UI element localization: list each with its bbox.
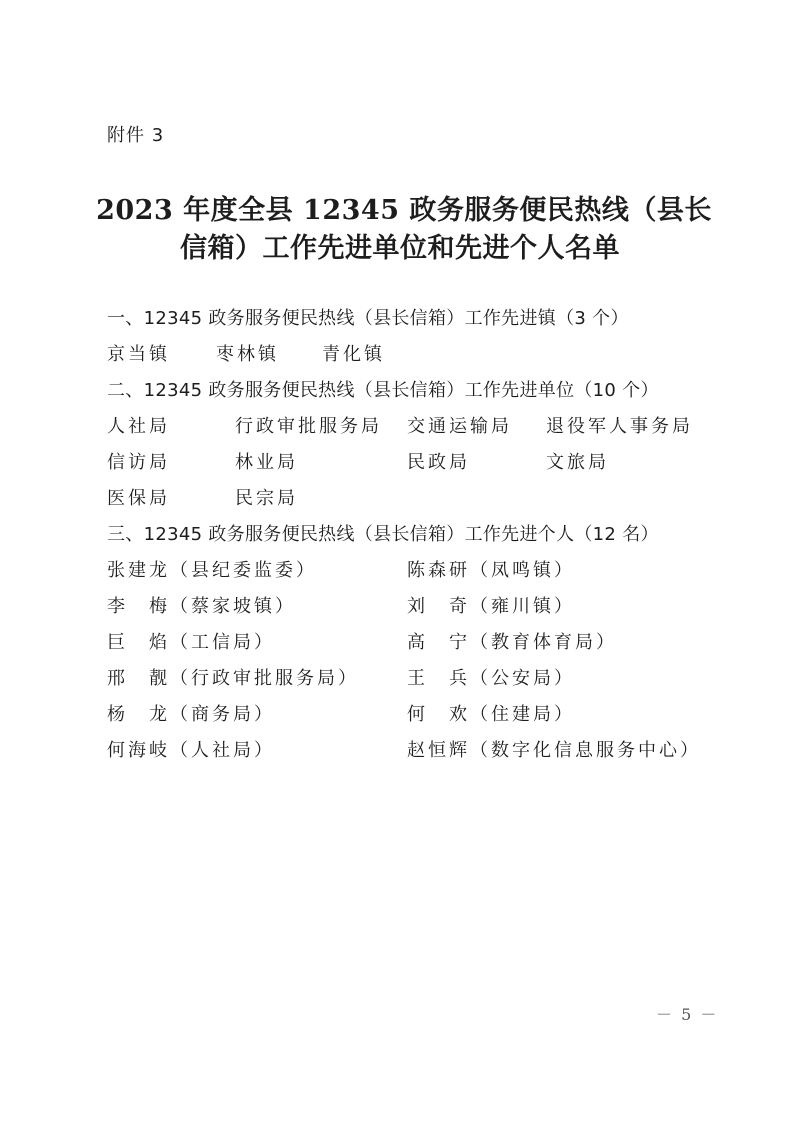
- person-item: 李 梅（蔡家坡镇）: [107, 596, 296, 617]
- document-title-line-1: 2023 年度全县 12345 政务服务便民热线（县长: [96, 195, 712, 226]
- unit-item: 退役军人事务局: [546, 416, 693, 437]
- unit-item: 文旅局: [546, 452, 609, 473]
- unit-item: 行政审批服务局: [235, 416, 382, 437]
- unit-item: 林业局: [235, 452, 298, 473]
- person-item: 邢 靓（行政审批服务局）: [107, 668, 359, 689]
- person-item: 刘 奇（雍川镇）: [407, 596, 575, 617]
- unit-item: 民宗局: [235, 488, 298, 509]
- person-row: [0, 736, 800, 764]
- town-item: 枣林镇: [216, 344, 279, 365]
- person-row: [0, 628, 800, 656]
- unit-item: 交通运输局: [407, 416, 512, 437]
- section-2-heading: 二、12345 政务服务便民热线（县长信箱）工作先进单位（10 个）: [107, 380, 659, 401]
- person-item: 巨 焰（工信局）: [107, 632, 275, 653]
- page-number: － 5 －: [656, 1005, 719, 1024]
- person-item: 何海岐（人社局）: [107, 740, 275, 761]
- section-1-heading: 一、12345 政务服务便民热线（县长信箱）工作先进镇（3 个）: [107, 308, 629, 329]
- unit-item: 信访局: [107, 452, 170, 473]
- person-row: [0, 700, 800, 728]
- town-item: 京当镇: [107, 344, 170, 365]
- person-item: 高 宁（教育体育局）: [407, 632, 617, 653]
- person-item: 杨 龙（商务局）: [107, 704, 275, 725]
- unit-item: 民政局: [407, 452, 470, 473]
- person-row: [0, 664, 800, 692]
- person-item: 赵恒辉（数字化信息服务中心）: [407, 740, 701, 761]
- towns-row: [0, 340, 800, 368]
- person-row: [0, 592, 800, 620]
- unit-item: 人社局: [107, 416, 170, 437]
- person-item: 陈森研（凤鸣镇）: [407, 560, 575, 581]
- attachment-label: 附件 3: [107, 125, 165, 146]
- person-item: 何 欢（住建局）: [407, 704, 575, 725]
- section-3-heading: 三、12345 政务服务便民热线（县长信箱）工作先进个人（12 名）: [107, 524, 659, 545]
- town-item: 青化镇: [322, 344, 385, 365]
- units-row: [0, 448, 800, 476]
- person-item: 王 兵（公安局）: [407, 668, 575, 689]
- document-title-line-2: 信箱）工作先进单位和先进个人名单: [180, 233, 620, 264]
- person-item: 张建龙（县纪委监委）: [107, 560, 317, 581]
- units-row: [0, 412, 800, 440]
- unit-item: 医保局: [107, 488, 170, 509]
- units-row: [0, 484, 800, 512]
- person-row: [0, 556, 800, 584]
